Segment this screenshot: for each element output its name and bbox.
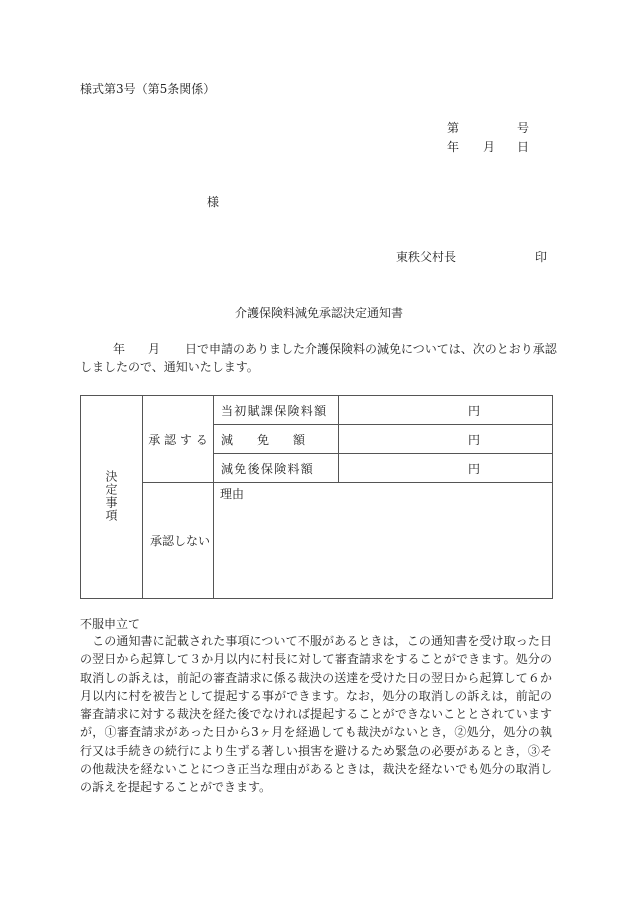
item-amount-initial <box>339 396 553 425</box>
table-row <box>81 396 553 425</box>
reason-cell <box>214 483 553 599</box>
date-year: 年 <box>447 140 460 154</box>
table-row <box>81 483 553 599</box>
reject-cell <box>143 483 214 599</box>
doc-number-suffix: 号 <box>517 121 530 135</box>
date-day: 日 <box>517 140 530 154</box>
yen-unit: 円 <box>467 432 480 447</box>
issuer-seal: 印 <box>535 250 548 264</box>
intro-month: 月 <box>148 342 161 356</box>
yen-unit: 円 <box>467 461 480 476</box>
decision-side-cell <box>81 396 143 599</box>
appeal-body-text: この通知書に記載された事項について不服があるときは，この通知書を受け取った日の翌日から起算して３か月以内に村長に対して審査請求をすることができます。処分の取消しの訴えは，前記の審査請求に係る裁決の送達を受けた日の翌日から起算して６か月以内に村を被告として提起する事ができます。なお，処分の取消しの訴えは，前記の審査請求に対する裁決を経た後でなければ提起することができないこととされていますが，①審査請求があった日から3ヶ月を経過しても裁決がないとき，②処分，処分の執行又は手続きの続行により生ずる著しい損害を避けるため緊急の必要があるとき，③その他裁決を経ないことにつき正当な理由があるときは，裁決を経ないでも処分の取消しの訴えを提起することができます。 <box>80 634 552 795</box>
page-title: 介護保険料減免承認決定通知書 <box>235 306 404 320</box>
appeal-body <box>80 632 552 797</box>
doc-number-prefix: 第 <box>447 121 460 135</box>
intro-year: 年 <box>113 342 126 356</box>
item-label-reduction <box>214 425 339 454</box>
appeal-heading: 不服申立て <box>80 617 141 631</box>
intro-line-2: しましたので、通知いたします。 <box>80 360 259 374</box>
intro-line-1: 日で申請のありました介護保険料の減免については、次のとおり承認 <box>185 342 557 356</box>
decision-table <box>80 395 553 599</box>
item-label-text: 減免後保険料額 <box>221 461 315 476</box>
item-amount-after <box>339 454 553 483</box>
reject-label: 承認しない <box>150 534 211 548</box>
item-label-text: 減 免 額 <box>221 432 306 447</box>
approve-label: 承 認 す る <box>148 432 208 447</box>
item-amount-reduction <box>339 425 553 454</box>
decision-side-label: 決定事項 <box>104 469 118 522</box>
reason-label: 理由 <box>220 487 245 501</box>
item-label-initial <box>214 396 339 425</box>
yen-unit: 円 <box>467 403 480 418</box>
issuer-name: 東秩父村長 <box>396 250 457 264</box>
recipient-suffix: 様 <box>207 195 220 209</box>
approve-cell <box>143 396 214 483</box>
item-label-after <box>214 454 339 483</box>
item-label-text: 当初賦課保険料額 <box>221 403 328 418</box>
form-id: 様式第3号（第5条関係） <box>80 82 216 96</box>
date-month: 月 <box>483 140 496 154</box>
